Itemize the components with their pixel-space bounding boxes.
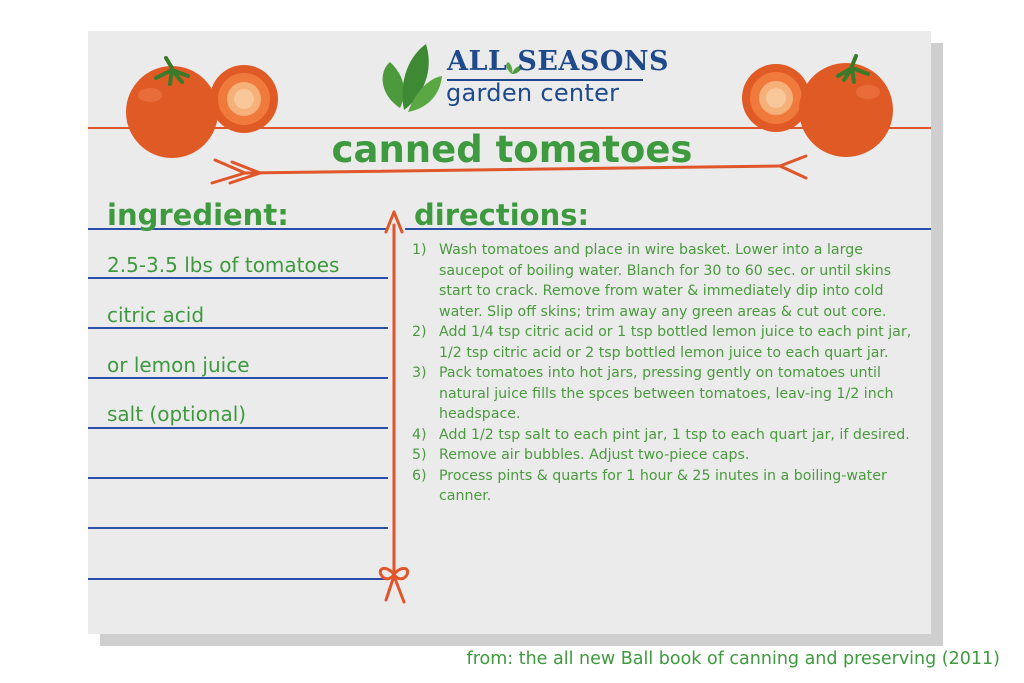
- logo-name: ALL SEASONS: [447, 46, 670, 77]
- step-number: 1): [412, 242, 427, 258]
- ingredient-item: salt (optional): [107, 402, 247, 426]
- ingredient-heading: ingredient:: [107, 198, 289, 232]
- direction-step: [412, 445, 917, 466]
- vertical-arrow-icon: [386, 212, 402, 572]
- logo-subtitle: garden center: [446, 79, 620, 107]
- step-number: 4): [412, 426, 427, 443]
- bow-icon: [380, 568, 407, 602]
- step-number: 6): [412, 467, 427, 484]
- tomato-half-icon: [210, 65, 278, 133]
- directions-heading: directions:: [414, 198, 590, 232]
- source-citation: from: the all new Ball book of canning and preserving (2011): [466, 649, 1000, 669]
- step-text: Remove air bubbles. Adjust two-piece caps.: [439, 447, 750, 463]
- directions-list: [412, 240, 917, 507]
- leaf-logo-icon: [383, 44, 442, 112]
- ingredient-item: or lemon juice: [107, 353, 250, 377]
- step-text: Wash tomatoes and place in wire basket. Lower into a large saucepot of boiling water. Blanch for 30 to 60 sec. or until skins start to crack. Remove from water & immediately dip into cold water. Slip off skins; trim away any green areas & cut out core.: [439, 242, 892, 320]
- step-text: Add 1/4 tsp citric acid or 1 tsp bottled lemon juice to each pint jar, 1/2 tsp citric acid or 2 tsp bottled lemon juice to each quart jar.: [439, 324, 912, 361]
- direction-step: [412, 240, 917, 322]
- direction-step: [412, 363, 917, 425]
- direction-step: [412, 466, 917, 507]
- step-text: Pack tomatoes into hot jars, pressing gently on tomatoes until natural juice fills the spces between tomatoes, leav-ing 1/2 inch headspace.: [439, 365, 894, 422]
- ingredient-item: 2.5-3.5 lbs of tomatoes: [107, 253, 340, 277]
- step-number: 5): [412, 447, 427, 463]
- ingredient-item: citric acid: [107, 303, 205, 327]
- step-text: Add 1/2 tsp salt to each pint jar, 1 tsp to each quart jar, if desired.: [439, 426, 910, 443]
- recipe-title: canned tomatoes: [331, 128, 693, 171]
- step-number: 3): [412, 365, 427, 381]
- step-number: 2): [412, 324, 427, 340]
- step-text: Process pints & quarts for 1 hour & 25 inutes in a boiling-water canner.: [439, 467, 887, 504]
- direction-step: [412, 425, 917, 446]
- tomato-half-icon: [742, 64, 810, 132]
- direction-step: [412, 322, 917, 363]
